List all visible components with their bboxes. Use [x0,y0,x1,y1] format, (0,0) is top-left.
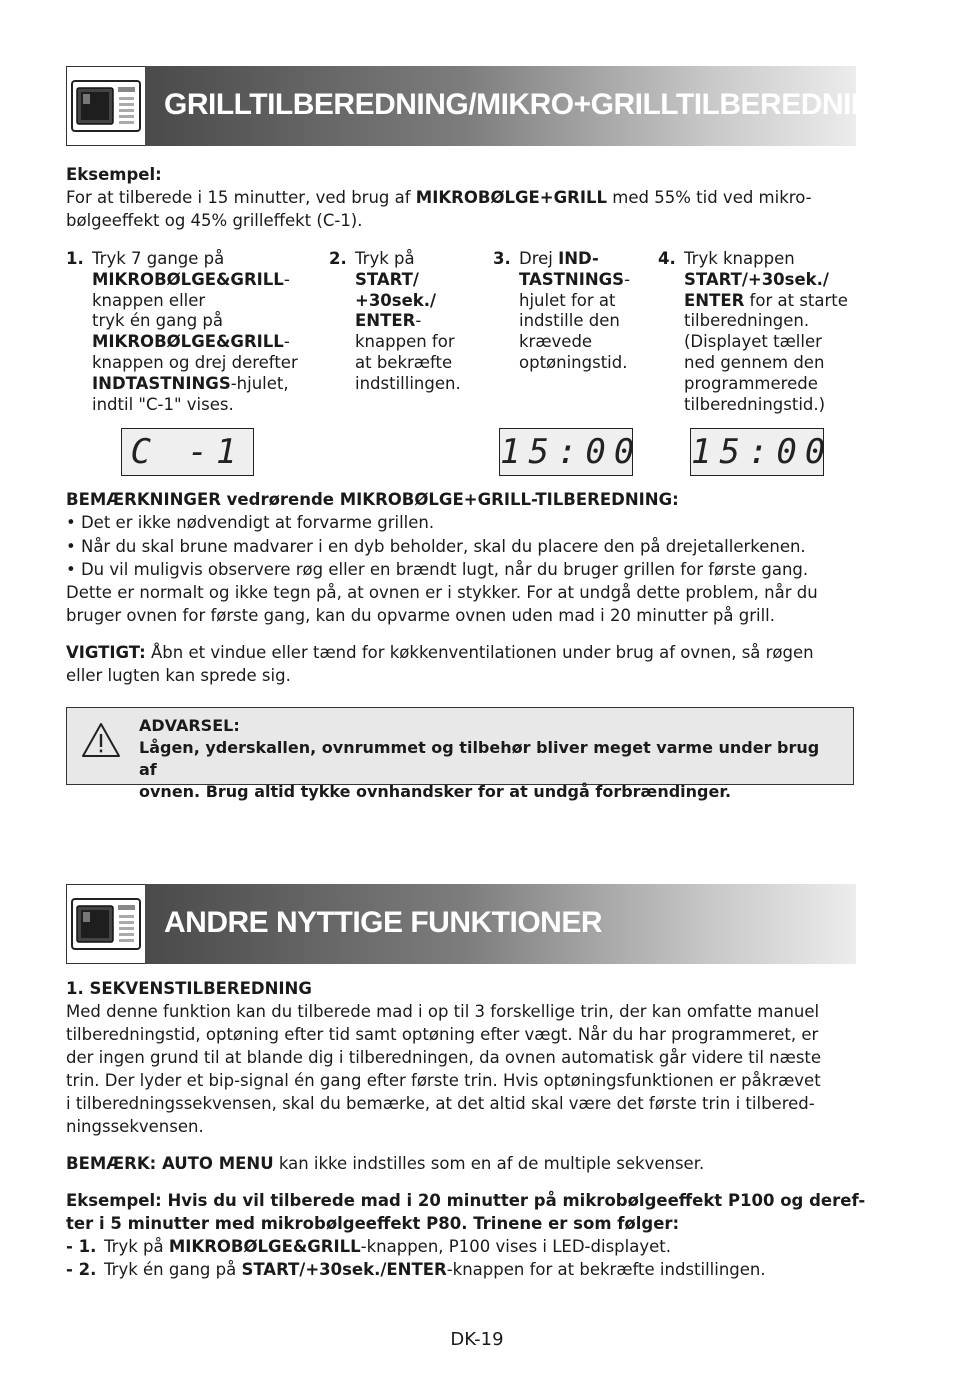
sequence-step-1: - 1. Tryk på MIKROBØLGE&GRILL-knappen, P100 vises i LED-displayet. [66,1237,671,1256]
remark-line: • Når du skal brune madvarer i en dyb beholder, skal du placere den på drejetallerkenen. [66,537,806,556]
section-header-grill [66,66,895,146]
example-label: Eksempel: [66,165,162,184]
step-line: Drej IND- [519,249,599,268]
step-line: hjulet for at [519,290,616,310]
step-line: tilberedningen. [684,311,810,331]
step-line: knappen og drej derefter [92,352,298,372]
step-line: START/ [355,269,419,289]
step-line: indstille den [519,311,620,331]
warning-box [66,707,854,801]
example2-line: ter i 5 minutter med mikrobølgeeffekt P80. Trinene er som følger: [66,1214,680,1233]
sub-heading: 1. SEKVENSTILBEREDNING [66,979,312,998]
warning-heading: ADVARSEL: [139,716,240,735]
paragraph-line: der ingen grund til at blande dig i tilberedningen, da ovnen automatisk går videre til næste [66,1048,822,1067]
step-line: Tryk 7 gange på [92,249,225,268]
paragraph-line: trin. Der lyder et bip-signal én gang efter første trin. Hvis optøningsfunktionen er påkrævet [66,1071,821,1090]
section-title: ANDRE NYTTIGE FUNKTIONER [164,906,602,939]
step-number: 4. [658,249,676,268]
warning-text [139,737,839,803]
remark-line: • Det er ikke nødvendigt at forvarme grillen. [66,513,435,532]
step-line: indstillingen. [355,373,461,393]
remark-line: Dette er normalt og ikke tegn på, at ovnen er i stykker. For at undgå dette problem, når du [66,583,818,602]
step-line: MIKROBØLGE&GRILL- [92,332,290,352]
warning-line: Lågen, yderskallen, ovnrummet og tilbehør bliver meget varme under brug af [139,738,820,779]
section-title: GRILLTILBEREDNING/MIKRO+GRILLTILBEREDNING [164,88,895,121]
step-line: tryk én gang på [92,311,224,331]
step-line: indtil "C-1" vises. [92,394,234,414]
step-line: MIKROBØLGE&GRILL- [92,269,290,289]
step-line: INDTASTNINGS-hjulet, [92,373,289,393]
step-text [355,249,461,395]
step-line: knappen for [355,332,455,352]
display-1500-countdown: 15:00 [690,428,824,476]
warning-triangle-icon [81,722,121,758]
sequence-step-2: - 2. Tryk én gang på START/+30sek./ENTER-knappen for at bekræfte indstillingen. [66,1260,766,1279]
auto-menu-note: BEMÆRK: AUTO MENU kan ikke indstilles som en af de multiple sekvenser. [66,1154,705,1173]
step-line: +30sek./ [355,290,437,310]
step-line: ENTER- [355,311,422,331]
remarks-heading: BEMÆRKNINGER vedrørende MIKROBØLGE+GRILL-TILBEREDNING: [66,490,679,509]
important-note-line2: eller lugten kan sprede sig. [66,666,291,685]
remark-line: • Du vil muligvis observere røg eller en brændt lugt, når du bruger grillen for første gang. [66,560,809,579]
paragraph-line: Med denne funktion kan du tilberede mad i op til 3 forskellige trin, der kan omfatte manuel [66,1002,820,1021]
step-line: Tryk knappen [684,249,795,268]
step-text [92,249,298,415]
step-line: ENTER for at starte [684,290,848,310]
step-line: (Displayet tæller [684,332,822,352]
step-text [519,249,630,374]
paragraph-line: ningssekvensen. [66,1117,204,1136]
paragraph-line: i tilberedningssekvensen, skal du bemærke, at det altid skal være det første trin i tilbered- [66,1094,815,1113]
example2-line: Eksempel: Hvis du vil tilberede mad i 20 minutter på mikrobølgeeffekt P100 og deref- [66,1191,866,1210]
step-number: 1. [66,249,84,268]
step-line: knappen eller [92,290,206,310]
step-line: tilberedningstid.) [684,394,826,414]
section-header-other-functions [66,884,856,964]
important-note: VIGTIGT: Åbn et vindue eller tænd for køkkenventilationen under brug af ovnen, så røgen [66,643,814,662]
step-number: 2. [329,249,347,268]
step-line: at bekræfte [355,352,453,372]
step-text [684,249,848,415]
step-line: optøningstid. [519,352,628,372]
step-line: START/+30sek./ [684,269,829,289]
display-c1: C -1 [121,428,254,476]
step-line: programmerede [684,373,818,393]
microwave-icon [66,66,146,146]
example-text-line2: bølgeeffekt og 45% grilleffekt (C-1). [66,211,363,230]
microwave-icon [66,884,146,964]
step-line: TASTNINGS- [519,269,631,289]
page-number: DK-19 [450,1329,504,1350]
step-line: krævede [519,332,593,352]
example-text: For at tilberede i 15 minutter, ved brug af MIKROBØLGE+GRILL med 55% tid ved mikro- [66,188,812,207]
warning-line: ovnen. Brug altid tykke ovnhandsker for at undgå forbrændinger. [139,782,732,801]
paragraph-line: tilberedningstid, optøning efter tid samt optøning efter vægt. Når du har programmeret, er [66,1025,819,1044]
step-line: ned gennem den [684,352,825,372]
display-1500: 15:00 [499,428,633,476]
remark-line: bruger ovnen for første gang, kan du opvarme ovnen uden mad i 20 minutter på grill. [66,606,775,625]
step-number: 3. [493,249,511,268]
step-line: Tryk på [355,249,415,268]
